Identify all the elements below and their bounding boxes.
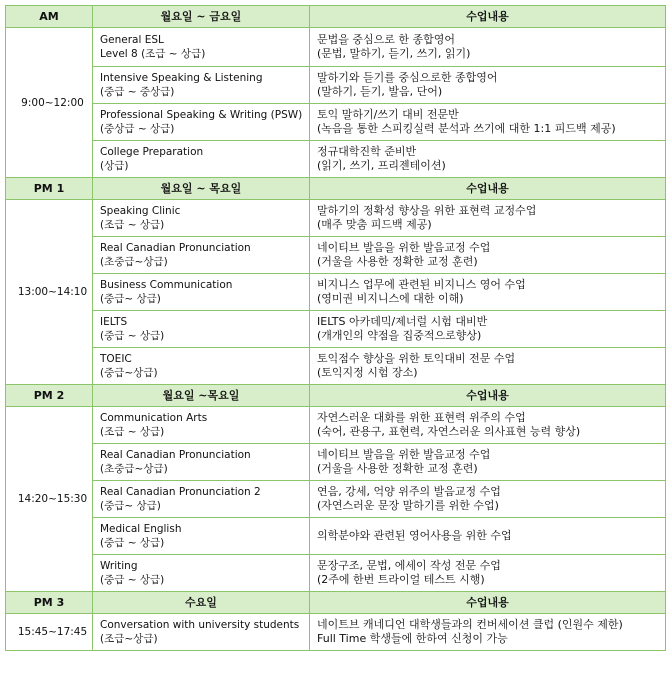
description-line-2: (2주에 한번 트라이얼 테스트 시행) [317, 573, 485, 586]
description-line-1: 말하기의 정확성 향상을 위한 표현력 교정수업 [317, 204, 537, 217]
description-line-2: (개개인의 약점을 집중적으로향상) [317, 329, 482, 342]
description-header: 수업내용 [310, 385, 666, 407]
course-level: (중급 ~ 상급) [100, 537, 165, 549]
course-name: TOEIC [100, 353, 132, 365]
description-line-2: (거울을 사용한 정확한 교정 훈련) [317, 255, 478, 268]
description-header: 수업내용 [310, 178, 666, 200]
description-line-2: (매주 맞춤 피드백 제공) [317, 218, 432, 231]
course-cell [93, 407, 310, 444]
course-cell [93, 141, 310, 178]
description-line-1: 의학분야와 관련된 영어사용을 위한 수업 [317, 529, 512, 542]
course-name: IELTS [100, 316, 128, 328]
course-level: (조급 ~ 상급) [100, 426, 165, 438]
table-row [6, 555, 666, 592]
course-cell [93, 348, 310, 385]
course-cell [93, 481, 310, 518]
description-line-2: (숙어, 관용구, 표현력, 자연스러운 의사표현 능력 향상) [317, 425, 581, 438]
table-row [6, 518, 666, 555]
course-level: (조급~상급) [100, 633, 158, 645]
description-line-2: (녹음을 통한 스피킹실력 분석과 쓰기에 대한 1:1 피드백 제공) [317, 122, 616, 135]
course-level: Level 8 (조급 ~ 상급) [100, 48, 206, 60]
description-line-2: (말하기, 듣기, 발음, 단어) [317, 85, 443, 98]
course-level: (조급 ~ 상급) [100, 219, 165, 231]
section-header-pm2 [6, 385, 666, 407]
table-row [6, 237, 666, 274]
days-label: 월요일 ~ 목요일 [93, 178, 310, 200]
table-row [6, 614, 666, 651]
description-header: 수업내용 [310, 592, 666, 614]
course-name: Intensive Speaking & Listening [100, 72, 263, 84]
course-name: Real Canadian Pronunciation [100, 449, 251, 461]
course-cell [93, 28, 310, 67]
course-name: Medical English [100, 523, 182, 535]
course-name: Business Communication [100, 279, 233, 291]
table-row [6, 481, 666, 518]
days-label: 월요일 ~목요일 [93, 385, 310, 407]
description-cell [310, 274, 666, 311]
course-cell [93, 104, 310, 141]
course-name: College Preparation [100, 146, 204, 158]
course-name: Speaking Clinic [100, 205, 181, 217]
course-level: (중급 ~ 상급) [100, 574, 165, 586]
course-cell [93, 200, 310, 237]
period-label: PM 1 [6, 178, 93, 200]
description-cell [310, 444, 666, 481]
description-cell [310, 555, 666, 592]
period-label: PM 3 [6, 592, 93, 614]
course-level: (중상급 ~ 상급) [100, 123, 175, 135]
description-line-1: 정규대학진학 준비반 [317, 145, 417, 158]
table-row [6, 274, 666, 311]
time-cell: 15:45~17:45 [6, 614, 93, 651]
description-line-2: (토익지정 시험 장소) [317, 366, 418, 379]
description-cell [310, 311, 666, 348]
course-cell [93, 237, 310, 274]
course-cell [93, 518, 310, 555]
course-level: (중급~ 상급) [100, 293, 161, 305]
description-cell [310, 348, 666, 385]
section-header-am [6, 6, 666, 28]
table-row [6, 200, 666, 237]
description-line-1: 토익점수 향상을 위한 토익대비 전문 수업 [317, 352, 516, 365]
course-level: (중급 ~ 상급) [100, 330, 165, 342]
course-cell [93, 614, 310, 651]
description-cell [310, 407, 666, 444]
description-cell [310, 200, 666, 237]
description-cell [310, 141, 666, 178]
section-header-pm1 [6, 178, 666, 200]
course-name: Conversation with university students [100, 619, 300, 631]
description-line-2: Full Time 학생들에 한하여 신청이 가능 [317, 632, 508, 645]
description-line-1: 문법을 중심으로 한 종합영어 [317, 33, 456, 46]
course-cell [93, 311, 310, 348]
description-line-1: 말하기와 듣기를 중심으로한 종합영어 [317, 71, 498, 84]
description-line-1: 네이티브 발음을 위한 발음교정 수업 [317, 448, 491, 461]
course-name: Professional Speaking & Writing (PSW) [100, 109, 303, 121]
description-cell [310, 28, 666, 67]
days-label: 월요일 ~ 금요일 [93, 6, 310, 28]
table-row [6, 444, 666, 481]
time-cell: 14:20~15:30 [6, 407, 93, 592]
section-header-pm3 [6, 592, 666, 614]
course-level: (중급 ~ 중상급) [100, 86, 175, 98]
course-name: General ESL [100, 34, 164, 46]
course-name: Real Canadian Pronunciation [100, 242, 251, 254]
course-cell [93, 555, 310, 592]
period-label: PM 2 [6, 385, 93, 407]
time-cell: 13:00~14:10 [6, 200, 93, 385]
description-cell [310, 518, 666, 555]
period-label: AM [6, 6, 93, 28]
description-line-1: 토익 말하기/쓰기 대비 전문반 [317, 108, 459, 121]
description-cell [310, 614, 666, 651]
course-cell [93, 444, 310, 481]
description-line-1: 네이트브 캐네디언 대학생들과의 컨버세이션 클럽 (인원수 제한) [317, 618, 623, 631]
course-level: (초중급~상급) [100, 256, 168, 268]
course-level: (상급) [100, 160, 129, 172]
description-line-1: 연음, 강세, 억양 위주의 발음교정 수업 [317, 485, 501, 498]
course-name: Real Canadian Pronunciation 2 [100, 486, 261, 498]
table-row [6, 311, 666, 348]
course-level: (중급~상급) [100, 367, 158, 379]
course-cell [93, 67, 310, 104]
description-cell [310, 67, 666, 104]
table-row [6, 28, 666, 67]
description-line-2: (영미권 비지니스에 대한 이해) [317, 292, 464, 305]
course-level: (중급~ 상급) [100, 500, 161, 512]
description-line-2: (자연스러운 문장 말하기를 위한 수업) [317, 499, 499, 512]
description-line-2: (읽기, 쓰기, 프리젠테이션) [317, 159, 446, 172]
course-cell [93, 274, 310, 311]
table-row [6, 348, 666, 385]
description-line-1: 비지니스 업무에 관련된 비지니스 영어 수업 [317, 278, 526, 291]
table-row [6, 141, 666, 178]
days-label: 수요일 [93, 592, 310, 614]
course-name: Communication Arts [100, 412, 208, 424]
description-line-2: (문법, 말하기, 듣기, 쓰기, 읽기) [317, 47, 471, 60]
description-line-2: (거울을 사용한 정확한 교정 훈련) [317, 462, 478, 475]
course-level: (초중급~상급) [100, 463, 168, 475]
table-row [6, 67, 666, 104]
class-schedule-table [5, 5, 666, 651]
description-line-1: 네이티브 발음을 위한 발음교정 수업 [317, 241, 491, 254]
time-cell: 9:00~12:00 [6, 28, 93, 178]
description-line-1: 자연스러운 대화를 위한 표현력 위주의 수업 [317, 411, 526, 424]
description-cell [310, 104, 666, 141]
description-cell [310, 237, 666, 274]
description-cell [310, 481, 666, 518]
table-row [6, 407, 666, 444]
description-line-1: IELTS 아카데믹/제너럴 시험 대비반 [317, 315, 488, 328]
description-header: 수업내용 [310, 6, 666, 28]
description-line-1: 문장구조, 문법, 에세이 작성 전문 수업 [317, 559, 501, 572]
table-row [6, 104, 666, 141]
course-name: Writing [100, 560, 138, 572]
